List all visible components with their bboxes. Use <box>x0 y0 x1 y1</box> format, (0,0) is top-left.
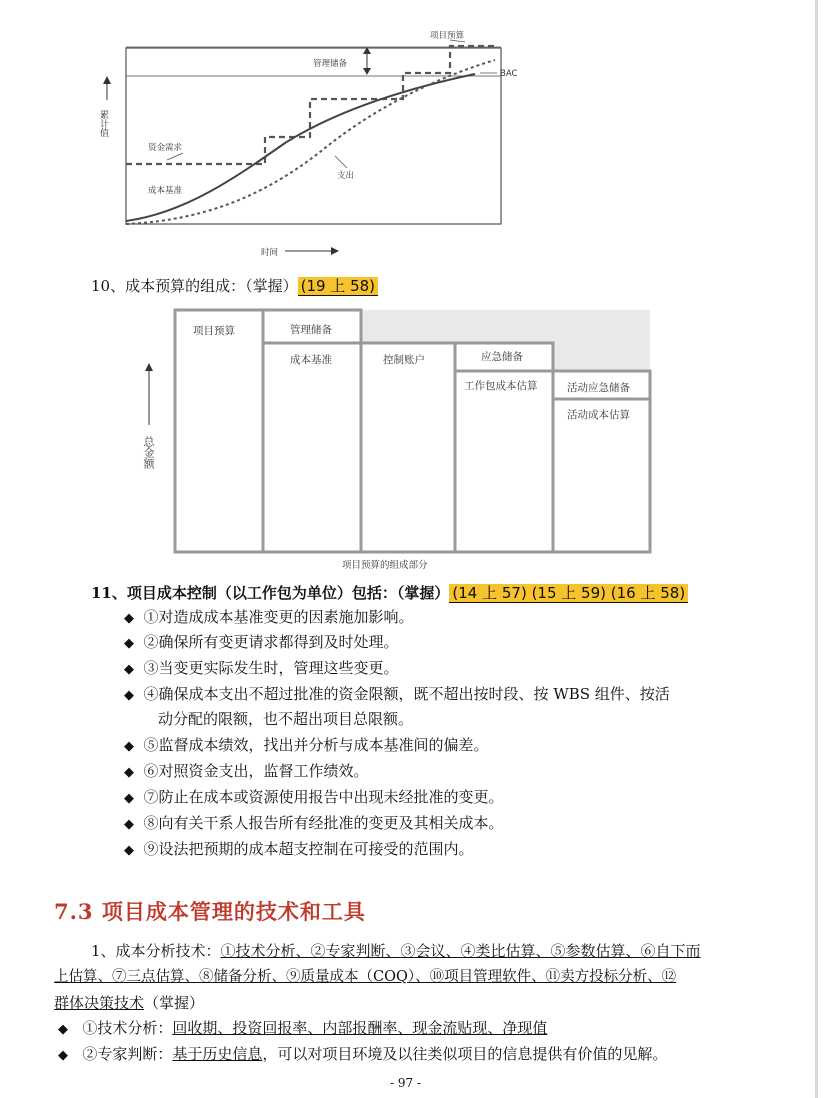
list-item: ◆ ⑨设法把预期的成本超支控制在可接受的范围内。 <box>124 840 474 858</box>
item-11-reference: (14 上 57) (15 上 59) (16 上 58) <box>449 584 688 603</box>
fig2-caption: 项目预算的组成部分 <box>342 560 428 571</box>
list-item-text: ⑥对照资金支出，监督工作绩效。 <box>143 762 369 780</box>
fig2-project-budget: 项目预算 <box>193 325 235 337</box>
list-item: ◆ ③当变更实际发生时，管理这些变更。 <box>124 659 399 677</box>
list-item-text: ⑨设法把预期的成本超支控制在可接受的范围内。 <box>143 840 474 858</box>
list-item: ◆ ⑤监督成本绩效，找出并分析与成本基准间的偏差。 <box>124 736 489 754</box>
label-project-budget: 项目预算 <box>430 31 465 41</box>
list-item-underlined: 基于历史信息 <box>172 1045 263 1063</box>
fig2-activity-contingency: 活动应急储备 <box>567 382 630 394</box>
list-item-text: ⑦防止在成本或资源使用报告中出现未经批准的变更。 <box>143 788 504 806</box>
item-11-heading <box>91 583 688 603</box>
list-item-suffix: ，可以对项目环境及以往类似项目的信息提供有价值的见解。 <box>262 1045 668 1063</box>
item-10-reference: (19 上 58) <box>298 277 378 296</box>
budget-composition-figure <box>135 305 655 575</box>
scrollbar-track[interactable] <box>815 0 818 1098</box>
list-item: ◆ ②确保所有变更请求都得到及时处理。 <box>124 633 399 651</box>
fig2-contingency: 应急储备 <box>481 351 523 363</box>
list-item-prefix: ②专家判断： <box>82 1045 173 1063</box>
fig2-y-axis-label: 总金额 <box>142 436 155 469</box>
list-item-underlined: 回收期、投资回报率、内部报酬率、现金流贴现、净现值 <box>172 1019 548 1037</box>
para-underlined: 上估算、⑦三点估算、⑧储备分析、⑨质量成本（COQ）、⑩项目管理软件、⑪卖方投标分析、⑫ <box>54 969 677 985</box>
label-mgmt-reserve: 管理储备 <box>313 59 348 69</box>
label-bac: BAC <box>500 69 518 79</box>
list-item-text: ④确保成本支出不超过批准的资金限额，既不超出按时段、按 WBS 组件、按活 <box>143 685 670 703</box>
label-cost-baseline: 成本基准 <box>148 186 183 196</box>
list-item-text: ⑤监督成本绩效，找出并分析与成本基准间的偏差。 <box>143 736 489 754</box>
fig2-activity-estimate: 活动成本估算 <box>567 409 630 421</box>
para-line-2 <box>54 967 676 987</box>
fig1-y-axis-label: 累计值 <box>98 110 108 137</box>
fig2-mgmt-reserve: 管理储备 <box>290 324 332 336</box>
section-title: 7.3 项目成本管理的技术和工具 <box>54 899 366 924</box>
item-10-text: 10、成本预算的组成：（掌握） <box>91 277 298 295</box>
list-item-text: ②确保所有变更请求都得到及时处理。 <box>143 633 399 651</box>
label-funding-requirement: 资金需求 <box>148 143 183 153</box>
cost-baseline-figure <box>95 28 518 260</box>
page-number: - 97 - <box>390 1076 422 1090</box>
list-item: ◆ ⑧向有关干系人报告所有经批准的变更及其相关成本。 <box>124 814 504 832</box>
para-prefix: 1、成本分析技术： <box>91 942 221 960</box>
para-line-1 <box>91 941 701 961</box>
list-item: ◆ ②专家判断：基于历史信息，可以对项目环境及以往类似项目的信息提供有价值的见解。 <box>58 1045 668 1063</box>
para-underlined: 群体决策技术 <box>54 994 145 1012</box>
para-underlined: ①技术分析、②专家判断、③会议、④类比估算、⑤参数估算、⑥自下而 <box>220 942 701 960</box>
list-item-text: 动分配的限额，也不超出项目总限额。 <box>158 710 414 728</box>
fig2-wp-estimate: 工作包成本估算 <box>464 380 538 392</box>
item-10-heading <box>91 276 378 296</box>
para-line-3 <box>54 993 204 1013</box>
list-item: ◆ ①技术分析：回收期、投资回报率、内部报酬率、现金流贴现、净现值 <box>58 1019 548 1037</box>
label-expenditure: 支出 <box>337 171 355 181</box>
fig2-cost-baseline: 成本基准 <box>290 354 332 366</box>
list-item-continuation <box>158 709 413 729</box>
list-item: ◆ ⑥对照资金支出，监督工作绩效。 <box>124 762 369 780</box>
para-suffix: （掌握） <box>144 994 205 1012</box>
list-item-prefix: ①技术分析： <box>82 1019 173 1037</box>
fig2-control-account: 控制账户 <box>383 354 425 366</box>
label-time: 时间 <box>261 248 279 258</box>
list-item: ◆ ⑦防止在成本或资源使用报告中出现未经批准的变更。 <box>124 788 504 806</box>
list-item: ◆ ①对造成成本基准变更的因素施加影响。 <box>124 608 414 626</box>
item-11-text: 11、项目成本控制（以工作包为单位）包括：（掌握） <box>91 584 450 602</box>
list-item-text: ③当变更实际发生时，管理这些变更。 <box>143 659 399 677</box>
list-item-text: ⑧向有关干系人报告所有经批准的变更及其相关成本。 <box>143 814 504 832</box>
list-item: ◆ ④确保成本支出不超过批准的资金限额，既不超出按时段、按 WBS 组件、按活 <box>124 685 670 703</box>
list-item-text: ①对造成成本基准变更的因素施加影响。 <box>143 608 414 626</box>
